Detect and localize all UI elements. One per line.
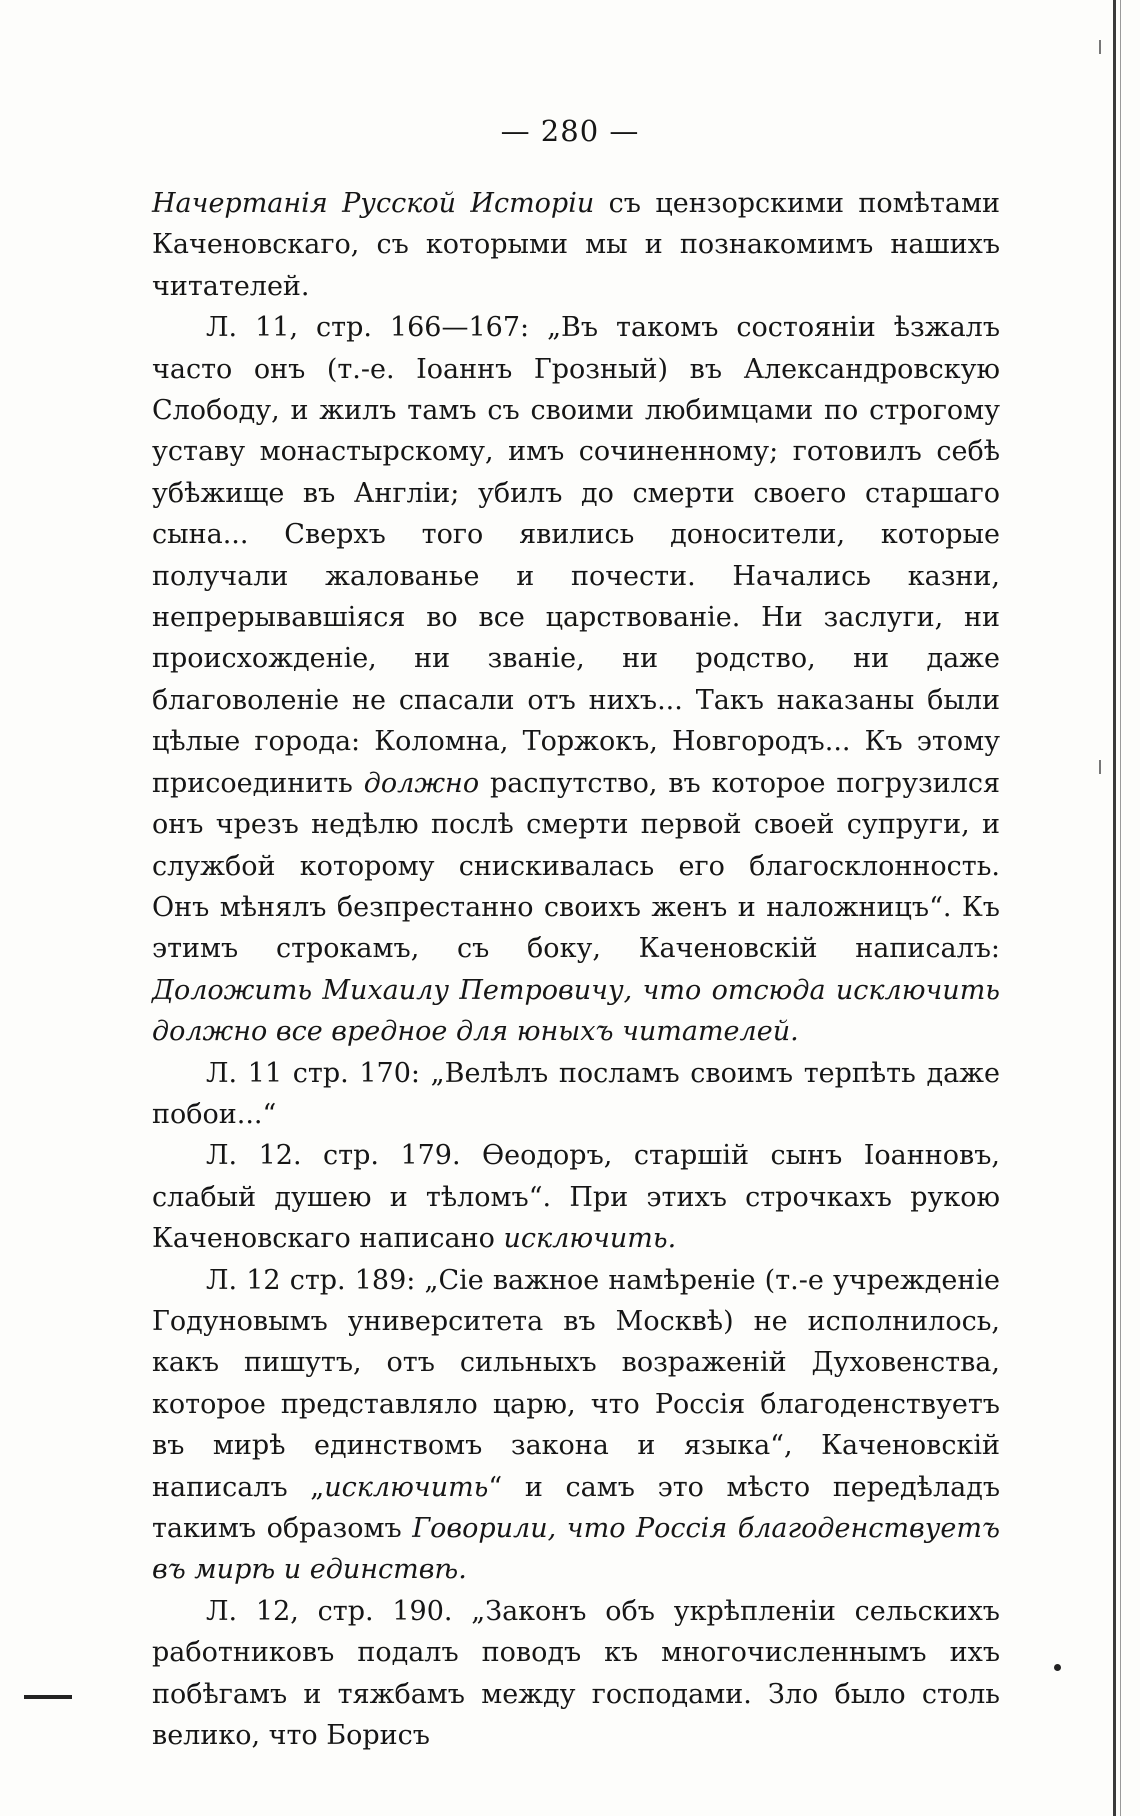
paragraph [152, 1135, 1000, 1259]
italic-note: исключить. [503, 1223, 677, 1255]
paragraph-text: распутство, въ которое погрузился онъ чрезъ недѣлю послѣ смерти первой своей супруги, и службой которому снискивалась его благосклонность. Онъ мѣнялъ безпрестанно своихъ женъ и наложницъ“. Къ этимъ строкамъ, съ боку, Каченовскій написалъ: [152, 767, 1000, 965]
paragraph [152, 183, 1000, 307]
italic-note: Говорили, что Россія благоденствуетъ въ мирѣ и единствѣ. [152, 1513, 1000, 1586]
paragraph [152, 1260, 1000, 1591]
paragraph-text: “ и самъ это мѣсто передѣладъ такимъ образомъ [152, 1471, 1001, 1544]
italic-word: должно [363, 767, 480, 799]
italic-book-title: Начертанія Русской Исторіи [152, 188, 595, 219]
page-body [152, 183, 1000, 1756]
paragraph-text: Л. 11, стр. 166—167: „Въ такомъ состояніи ѣзжалъ часто онъ (т.-е. Іоаннъ Грозный) въ Александровскую Слободу, и жилъ тамъ съ своими любимцами по строгому уставу монастырскому, имъ сочиненному; готовилъ себѣ убѣжище въ Англіи; убилъ до смерти своего старшаго сына... Сверхъ того явились доносители, которые получали жалованье и почести. Начались казни, непрерывавшіяся во все царствованіе. Ни заслуги, ни происхожденіе, ни званіе, ни родство, ни даже благоволеніе не спасали отъ нихъ... Такъ наказаны были цѣлые города: Коломна, Торжокъ, Новгородъ... Къ этому присоединить [152, 312, 1000, 799]
paragraph [152, 1591, 1000, 1757]
paragraph-text: Л. 12. стр. 179. Ѳеодоръ, старшій сынъ Іоанновъ, слабый душею и тѣломъ“. При этихъ строчкахъ рукою Каченовскаго написано [152, 1140, 1000, 1255]
paragraph-text: Л. 12 стр. 189: „Сіе важное намѣреніе (т.-е учрежденіе Годуновымъ университета въ Москвѣ) не исполнилось, какъ пишутъ, отъ сильныхъ возраженій Духовенства, которое представляло царю, что Россія благоденствуетъ въ мирѣ единствомъ закона и языка“, Каченовскій написалъ „ [152, 1264, 1000, 1503]
scan-mark-tick [1099, 40, 1101, 54]
scan-mark-tick [1099, 760, 1101, 774]
scan-mark-dot [1054, 1664, 1061, 1671]
paragraph [152, 1053, 1000, 1136]
italic-word: исключить [324, 1471, 489, 1503]
paragraph [152, 307, 1000, 1052]
paragraph-text: Л. 11 стр. 170: „Велѣлъ посламъ своимъ терпѣть даже побои...“ [152, 1057, 1000, 1130]
scan-binding-edge-thin [1120, 0, 1121, 1816]
page-number: — 280 — [500, 114, 640, 148]
paragraph-text: съ цензорскими помѣтами Каченовскаго, съ которыми мы и познакомимъ нашихъ читателей. [152, 188, 1000, 302]
italic-note: Доложить Михаилу Петровичу, что отсюда исключить должно все вредное для юныхъ читателей. [152, 974, 1000, 1048]
scan-binding-edge [1113, 0, 1116, 1816]
paragraph-text: Л. 12, стр. 190. „Законъ объ укрѣпленіи сельскихъ работниковъ подалъ поводъ къ многочисленнымъ ихъ побѣгамъ и тяжбамъ между господами. Зло было столь велико, что Борисъ [152, 1595, 1000, 1752]
scan-mark-dash [24, 1695, 72, 1699]
